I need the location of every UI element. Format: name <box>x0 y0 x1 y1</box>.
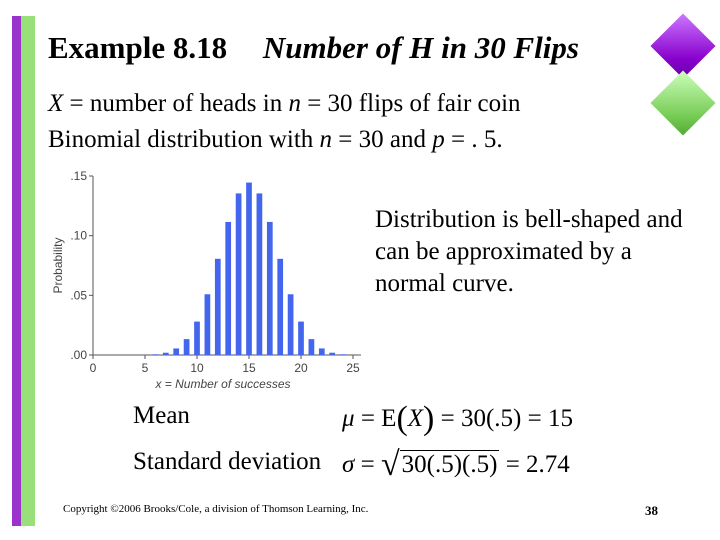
chart-bar <box>319 348 325 355</box>
chart-bar <box>205 294 211 355</box>
intro-line-2 <box>48 126 503 154</box>
y-tick-label: .10 <box>70 228 87 243</box>
chart-bar <box>309 339 315 355</box>
chart-bar <box>225 222 231 355</box>
y-tick-label: .00 <box>70 348 87 362</box>
sd-formula <box>342 446 570 484</box>
x-tick-label: 25 <box>346 361 360 375</box>
chart-bar <box>246 183 252 355</box>
description-text: Distribution is bell-shaped and can be approximated by a normal curve. <box>375 206 683 297</box>
x-axis-label: x = Number of successes <box>155 377 291 391</box>
mean-eq-part: = E <box>354 405 397 432</box>
chart-bar <box>257 193 263 355</box>
var-p: p <box>432 126 445 153</box>
title-subtitle: Number of H in 30 Flips <box>262 30 579 65</box>
chart-bar <box>173 348 179 355</box>
copyright-footer: Copyright ©2006 Brooks/Cole, a division of Thomson Learning, Inc. <box>63 503 369 515</box>
intro-line-1 <box>48 90 521 118</box>
mean-arg: X <box>407 405 424 432</box>
paren-open: ( <box>396 400 408 437</box>
y-tick-label: .05 <box>70 288 87 303</box>
y-tick-label: .15 <box>70 169 87 183</box>
intro-text: = 30 flips of fair coin <box>300 90 521 117</box>
var-n: n <box>288 90 301 117</box>
x-tick-label: 0 <box>89 361 97 375</box>
x-tick-label: 5 <box>141 361 149 375</box>
intro-text: = . 5. <box>444 126 503 153</box>
chart-bar <box>277 259 283 355</box>
title-example: Example 8.18 <box>48 30 228 65</box>
purple-diamond-icon <box>650 13 715 78</box>
paren-close: ) <box>423 400 435 437</box>
chart-bar <box>153 354 159 355</box>
mean-label: Mean <box>133 402 190 429</box>
x-tick-label: 10 <box>190 361 204 375</box>
x-tick-label: 20 <box>294 361 308 375</box>
sd-eq-result: = 2.74 <box>499 451 570 478</box>
chart-bar <box>184 339 190 355</box>
sd-label: Standard deviation <box>133 448 322 475</box>
mean-formula <box>342 400 573 438</box>
intro-text: = number of heads in <box>63 90 289 117</box>
accent-bar-green <box>21 16 35 526</box>
chart-bar <box>194 322 200 355</box>
var-n: n <box>319 126 333 153</box>
mu-symbol: μ <box>342 405 355 432</box>
sqrt-symbol: √ <box>380 446 400 483</box>
chart-bar <box>163 353 169 355</box>
chart-bar <box>236 193 242 355</box>
chart-bar <box>298 322 304 355</box>
green-diamond-icon <box>650 70 715 135</box>
sd-eq-part: = <box>354 451 381 478</box>
binomial-bar-chart <box>48 164 368 396</box>
accent-bar-purple <box>12 16 21 526</box>
var-x: X <box>48 90 64 117</box>
sigma-symbol: σ <box>342 451 355 478</box>
chart-bar <box>288 294 294 355</box>
slide-title <box>48 30 579 66</box>
intro-text: = 30 and <box>332 126 433 153</box>
y-axis-label: Probability <box>51 237 65 294</box>
x-tick-label: 15 <box>242 361 256 375</box>
chart-bar <box>329 353 335 355</box>
sqrt-radicand: 30(.5)(.5) <box>401 451 498 478</box>
chart-bar <box>215 259 221 355</box>
chart-bar <box>267 222 273 355</box>
mean-eq-result: = 30(.5) = 15 <box>434 405 573 432</box>
chart-bar <box>340 354 346 355</box>
intro-text: Binomial distribution with <box>48 126 320 153</box>
page-number: 38 <box>645 503 658 518</box>
